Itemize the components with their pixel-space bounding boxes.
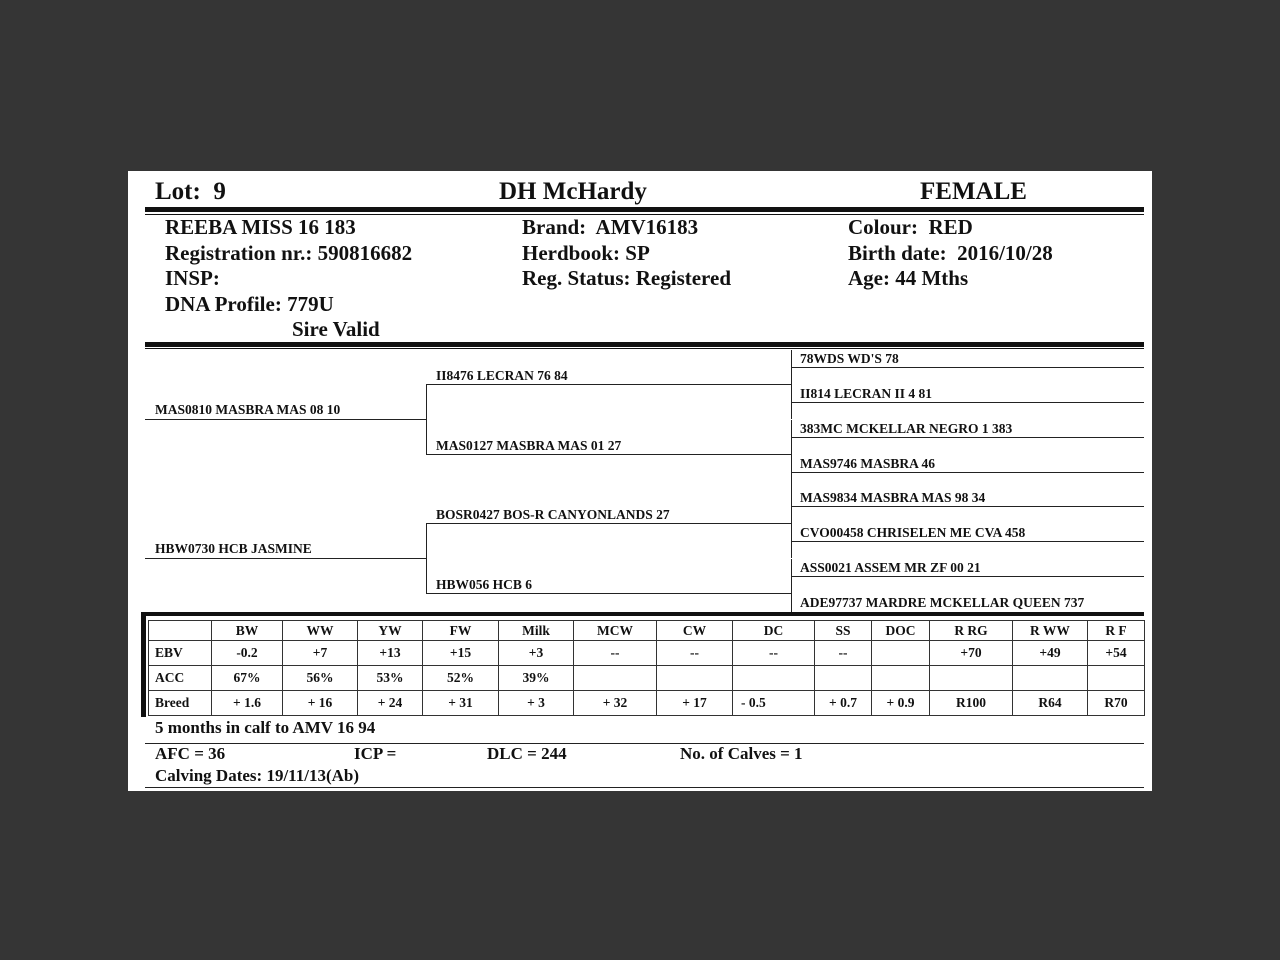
herdbook-value: SP [625,240,650,265]
acc-cell: 39% [499,666,574,691]
pedigree-dam: HBW0730 HCB JASMINE [155,541,312,556]
col-milk: Milk [499,621,574,641]
acc-cell [930,666,1013,691]
icp-value: ICP = [354,744,397,763]
ebv-corner [149,621,212,641]
herdbook-row [522,241,731,267]
col-ww: WW [283,621,358,641]
pedigree-sire: MAS0810 MASBRA MAS 08 10 [155,402,341,417]
breed-cell: + 17 [657,691,733,716]
pedigree-gen3-1: 78WDS WD'S 78 [800,351,899,366]
col-doc: DOC [872,621,930,641]
gen3-line-1 [791,367,1144,368]
dna-label: DNA Profile: [165,291,282,316]
ebv-cell: +13 [358,641,423,666]
ebv-cell: -- [733,641,815,666]
breed-cell: R64 [1013,691,1088,716]
pedigree-gen2-1: II8476 LECRAN 76 84 [436,368,568,383]
breed-cell: R100 [930,691,1013,716]
pedigree-gen2-4: HBW056 HCB 6 [436,577,533,592]
col-yw: YW [358,621,423,641]
breed-cell: + 24 [358,691,423,716]
gen3-line-3 [791,437,1144,438]
ebv-cell: +7 [283,641,358,666]
sex-label: FEMALE [920,178,1027,205]
breed-cell: + 3 [499,691,574,716]
pedigree-gen2-2: MAS0127 MASBRA MAS 01 27 [436,438,622,453]
herdbook-label: Herdbook: [522,240,621,265]
insp-label: INSP: [165,266,220,290]
sire-bracket [426,384,427,455]
lot-value: 9 [213,178,226,205]
header-rule-thick [145,207,1144,212]
ebv-row [149,641,1145,666]
colour-value: RED [928,215,973,239]
acc-cell [872,666,930,691]
sire-status: Sire Valid [292,317,380,341]
sire-line [145,419,426,420]
colour-label: Colour: [848,215,918,239]
acc-cell [815,666,872,691]
breed-cell: + 16 [283,691,358,716]
acc-cell [733,666,815,691]
reg-status-value: Registered [635,266,731,290]
gen2-line-4 [426,593,791,594]
gen3-bracket-3 [791,489,792,558]
breed-cell: R70 [1088,691,1145,716]
col-ss: SS [815,621,872,641]
gen3-line-2 [791,402,1144,403]
animal-name: REEBA MISS 16 183 [165,215,356,239]
registration-row [165,241,412,267]
brand-label: Brand: [522,215,587,239]
pedigree-gen3-6: CVO00458 CHRISELEN ME CVA 458 [800,525,1026,540]
dlc-value: DLC = 244 [487,744,567,763]
pedigree-gen3-4: MAS9746 MASBRA 46 [800,456,936,471]
gen2-line-3 [426,523,791,524]
calf-note: 5 months in calf to AMV 16 94 [155,718,376,737]
ebv-cell: +54 [1088,641,1145,666]
breed-row [149,691,1145,716]
gen3-line-6 [791,541,1144,542]
reg-status-row [522,266,731,292]
ebv-cell: +70 [930,641,1013,666]
breed-cell: - 0.5 [733,691,815,716]
col-r-ww: R WW [1013,621,1088,641]
acc-cell [574,666,657,691]
ebv-cell: -- [574,641,657,666]
gen3-line-5 [791,506,1144,507]
breed-cell: + 31 [423,691,499,716]
gen3-bracket-2 [791,420,792,489]
gen3-line-7 [791,576,1144,577]
dna-row [165,292,412,318]
col-cw: CW [657,621,733,641]
pedigree-gen2-3: BOSR0427 BOS-R CANYONLANDS 27 [436,507,670,522]
gen2-line-1 [426,384,791,385]
col-r-f: R F [1088,621,1145,641]
calving-dates: Calving Dates: 19/11/13(Ab) [155,766,359,785]
ebv-cell: +49 [1013,641,1088,666]
pedigree-gen3-5: MAS9834 MASBRA MAS 98 34 [800,490,986,505]
ebv-left-bar [141,612,146,717]
breed-cell: + 0.7 [815,691,872,716]
afc-value: AFC = 36 [155,744,226,763]
lot-label: Lot: [155,178,201,205]
col-mcw: MCW [574,621,657,641]
ebv-cell: -- [657,641,733,666]
animal-info-middle [522,215,731,292]
brand-value: AMV16183 [595,215,699,239]
ebv-cell: -0.2 [212,641,283,666]
acc-cell [1088,666,1145,691]
ebv-table [148,620,1145,716]
footer-line-2 [145,787,1144,788]
ebv-cell [872,641,930,666]
gen3-bracket-1 [791,350,792,419]
registration-value: 590816682 [317,240,413,265]
ebv-cell: +3 [499,641,574,666]
calves-count: No. of Calves = 1 [680,744,803,763]
ebv-cell: -- [815,641,872,666]
age-value: 44 Mths [895,266,969,290]
acc-cell [657,666,733,691]
birth-value: 2016/10/28 [957,240,1053,265]
dam-bracket [426,523,427,594]
pedigree-gen3-8: ADE97737 MARDRE MCKELLAR QUEEN 737 [800,595,1085,610]
ebv-header-row [149,621,1145,641]
colour-row [848,215,1053,241]
breed-cell: + 32 [574,691,657,716]
col-r-rg: R RG [930,621,1013,641]
lot-number [155,178,226,206]
reg-status-label: Reg. Status: [522,266,631,290]
owner-name: DH McHardy [499,178,647,205]
gen3-bracket-4 [791,559,792,614]
acc-cell: 67% [212,666,283,691]
birth-label: Birth date: [848,240,947,265]
animal-info-right [848,215,1053,292]
gen2-line-2 [426,454,791,455]
age-row [848,266,1053,292]
row-label: EBV [149,641,212,666]
footer-line-1 [145,743,1144,744]
pedigree-rule-thin [145,348,1144,349]
birth-row [848,241,1053,267]
acc-cell: 53% [358,666,423,691]
pedigree-gen3-3: 383MC MCKELLAR NEGRO 1 383 [800,421,1013,436]
ebv-rule-thick [141,612,1144,616]
pedigree-gen3-2: II814 LECRAN II 4 81 [800,386,933,401]
col-fw: FW [423,621,499,641]
animal-info-left [165,215,412,343]
dna-value: 779U [287,291,334,316]
ebv-cell: +15 [423,641,499,666]
dam-line [145,558,426,559]
lot-card [128,171,1152,791]
age-label: Age: [848,266,890,290]
col-bw: BW [212,621,283,641]
acc-cell: 52% [423,666,499,691]
breed-cell: + 1.6 [212,691,283,716]
acc-cell: 56% [283,666,358,691]
breed-cell: + 0.9 [872,691,930,716]
row-label: Breed [149,691,212,716]
pedigree-gen3-7: ASS0021 ASSEM MR ZF 00 21 [800,560,981,575]
gen3-line-4 [791,472,1144,473]
pedigree-rule-thick [145,342,1144,347]
registration-label: Registration nr.: [165,240,313,265]
acc-cell [1013,666,1088,691]
acc-row [149,666,1145,691]
row-label: ACC [149,666,212,691]
col-dc: DC [733,621,815,641]
brand-row [522,215,731,241]
